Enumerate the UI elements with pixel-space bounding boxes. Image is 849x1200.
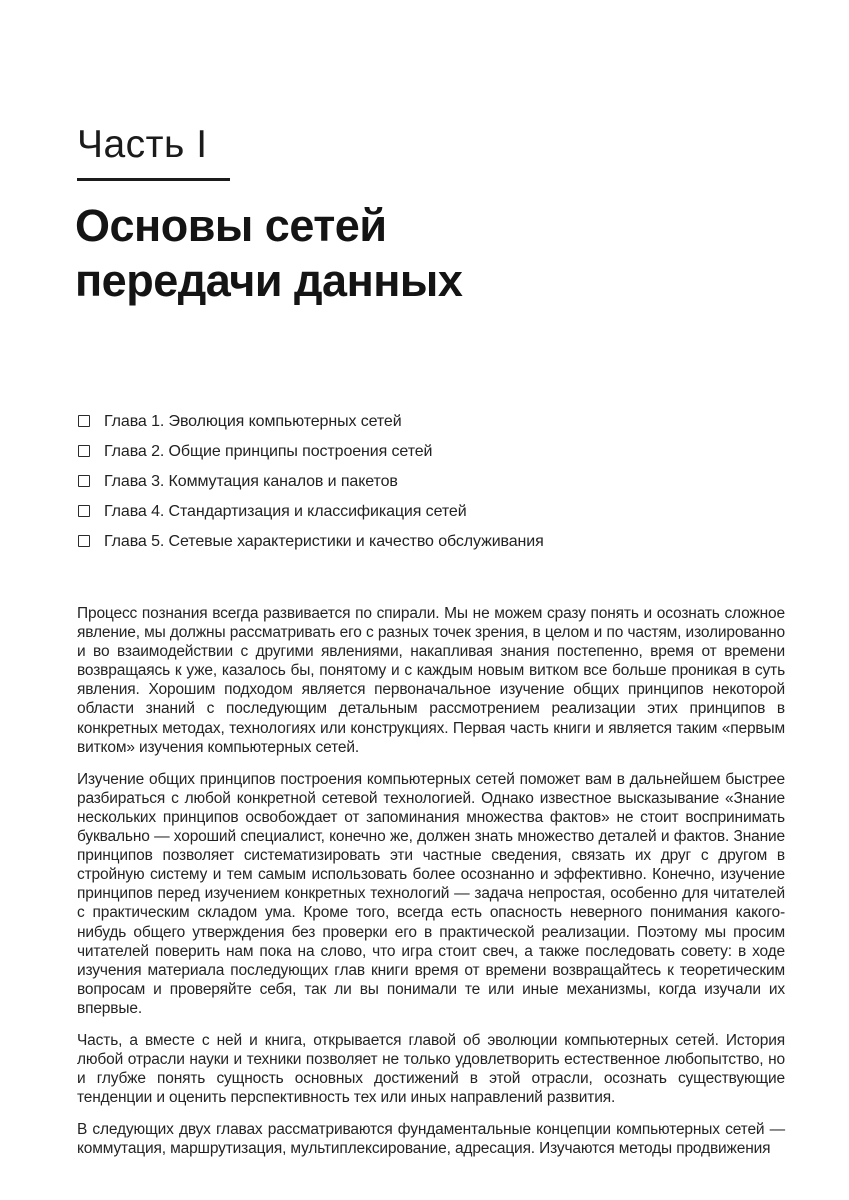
chapter-list xyxy=(77,413,727,563)
body-paragraph: Процесс познания всегда развивается по спирали. Мы не можем сразу понять и осознать сложное явление, мы должны рассматривать его с разных точек зрения, в целом и по частям, изолированно и во взаимодействии с другими явлениями, накапливая знания постепенно, время от времени возвращаясь к уже, казалось бы, понятому и с каждым новым витком все больше проникая в суть явления. Хорошим подходом является первоначальное изучение общих принципов некоторой области знаний с последующим детальным рассмотрением реализации этих принципов в конкретных методах, технологиях или конструкциях. Первая часть книги и является таким «первым витком» изучения компьютерных сетей. xyxy=(77,605,785,756)
checkbox-square-icon xyxy=(78,535,90,547)
part-title xyxy=(75,198,635,308)
chapter-list-item xyxy=(77,473,727,491)
part-underline-rule xyxy=(77,178,230,181)
checkbox-square-icon xyxy=(78,445,90,457)
part-title-line1: Основы сетей xyxy=(75,200,387,251)
chapter-label: Глава 3. Коммутация каналов и пакетов xyxy=(104,473,398,490)
chapter-label: Глава 4. Стандартизация и классификация сетей xyxy=(104,503,467,520)
chapter-list-item xyxy=(77,413,727,431)
body-paragraph: Часть, а вместе с ней и книга, открывается главой об эволюции компьютерных сетей. История любой отрасли науки и техники позволяет не только удовлетворить естественное любопытство, но и глубже понять сущность основных достижений в этой отрасли, осознать существующие тенденции и оценить перспективность тех или иных направлений развития. xyxy=(77,1031,785,1107)
chapter-list-item xyxy=(77,503,727,521)
checkbox-square-icon xyxy=(78,505,90,517)
chapter-list-item xyxy=(77,533,727,551)
body-paragraph: В следующих двух главах рассматриваются фундаментальные концепции компьютерных сетей — коммутация, маршрутизация, мультиплексирование, адресация. Изучаются методы продвижения xyxy=(77,1121,785,1158)
chapter-label: Глава 2. Общие принципы построения сетей xyxy=(104,443,433,460)
chapter-label: Глава 5. Сетевые характеристики и качество обслуживания xyxy=(104,533,544,550)
checkbox-square-icon xyxy=(78,475,90,487)
body-paragraph: Изучение общих принципов построения компьютерных сетей поможет вам в дальнейшем быстрее разбираться с любой конкретной сетевой технологией. Однако известное высказывание «Знание нескольких принципов освобождает от запоминания множества фактов» не стоит воспринимать буквально — хороший специалист, конечно же, должен знать множество деталей и фактов. Знание принципов позволяет систематизировать эти частные сведения, связать их друг с другом в стройную систему и тем самым использовать более осознанно и эффективно. Конечно, изучение принципов перед изучением конкретных технологий — задача непростая, особенно для читателей с практическим складом ума. Кроме того, всегда есть опасность неверного понимания какого-нибудь общего утверждения без проверки его в практической реализации. Поэтому мы просим читателей поверить нам пока на слово, что игра стоит свеч, а также последовать совету: в ходе изучения материала последующих глав книги время от времени возвращайтесь к теоретическим вопросам и проверяйте себя, так ли вы понимали те или иные механизмы, когда изучали их впервые. xyxy=(77,770,785,1017)
part-title-line2: передачи данных xyxy=(75,255,463,306)
checkbox-square-icon xyxy=(78,415,90,427)
body-text xyxy=(77,604,785,1172)
chapter-list-item xyxy=(77,443,727,461)
part-label: Часть I xyxy=(77,123,208,166)
chapter-label: Глава 1. Эволюция компьютерных сетей xyxy=(104,413,402,430)
